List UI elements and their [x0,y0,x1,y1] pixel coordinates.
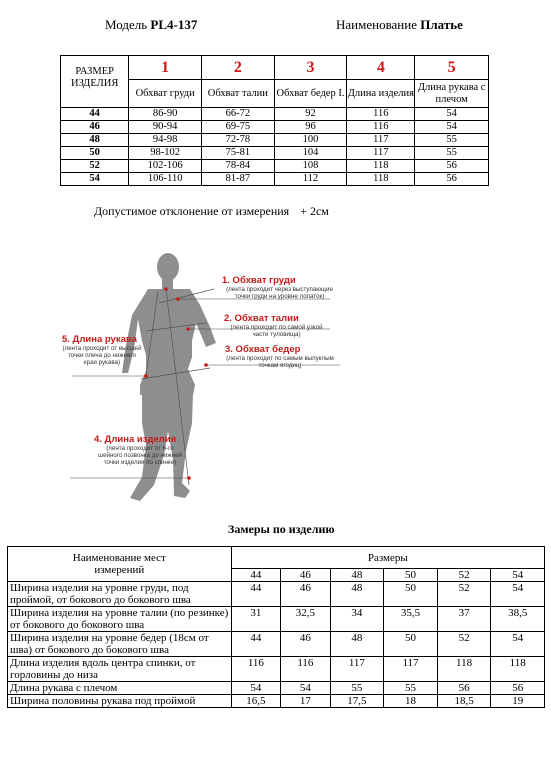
value-cell: 117 [347,147,415,160]
length-note: (лента проходит от 6-го шейного позвонка до нижней точки изделия по спинке) [98,445,182,466]
sleeve-title: 5. Длина рукава [62,334,137,345]
col-num: 2 [202,56,275,80]
table-row [61,108,489,121]
waist-title: 2. Обхват талии [224,313,299,324]
hips-title: 3. Обхват бедер [225,344,301,355]
size-col-header: 54 [491,569,545,582]
table-row [61,160,489,173]
value-cell: 116 [347,121,415,134]
value-cell: 17,5 [330,695,384,708]
value-cell: 55 [415,147,489,160]
name-value: Платье [420,17,463,32]
col-label: Обхват бедер I. [274,80,347,108]
value-cell: 94-98 [129,134,202,147]
value-cell: 54 [231,682,280,695]
value-cell: 112 [274,173,347,186]
value-cell: 117 [384,657,438,682]
col-num: 1 [129,56,202,80]
value-cell: 54 [281,682,330,695]
col-num: 4 [347,56,415,80]
sizes-header: Размеры [231,547,544,569]
value-cell: 116 [231,657,280,682]
value-cell: 54 [491,632,545,657]
size-cell: 46 [61,121,129,134]
value-cell: 117 [347,134,415,147]
value-cell: 38,5 [491,607,545,632]
value-cell: 56 [415,173,489,186]
value-cell: 48 [330,582,384,607]
size-table [60,55,489,186]
chest-note: (лента проходит через выступающие точки груди на уровне лопаток) [226,286,333,300]
value-cell: 75-81 [202,147,275,160]
size-cell: 54 [61,173,129,186]
size-cell: 52 [61,160,129,173]
value-cell: 50 [384,582,438,607]
value-cell: 100 [274,134,347,147]
value-cell: 90-94 [129,121,202,134]
value-cell: 46 [281,582,330,607]
length-title: 4. Длина изделия [94,434,177,445]
value-cell: 54 [491,582,545,607]
value-cell: 104 [274,147,347,160]
product-table [7,546,545,708]
name-label: Наименование [336,17,417,32]
size-col-header: 48 [330,569,384,582]
table-row [61,121,489,134]
sleeve-note: (лента проходит от высшей точки плеча до нижнего края рукава) [62,345,142,366]
value-cell: 66-72 [202,108,275,121]
value-cell: 108 [274,160,347,173]
sleeve-label [62,334,142,366]
value-cell: 81-87 [202,173,275,186]
value-cell: 35,5 [384,607,438,632]
tolerance-value: + 2см [300,204,329,218]
model-line [105,17,197,33]
row-label: Ширина изделия на уровне бедер (18см от шва) от бокового до бокового шва [8,632,232,657]
value-cell: 98-102 [129,147,202,160]
value-cell: 55 [384,682,438,695]
value-cell: 37 [437,607,491,632]
size-cell: 44 [61,108,129,121]
size-cell: 50 [61,147,129,160]
value-cell: 18,5 [437,695,491,708]
row-label: Ширина изделия на уровне груди, под проймой, от бокового до бокового шва [8,582,232,607]
hips-note: (лента проходит по самым выпуклым точкам ягодиц) [226,355,334,369]
value-cell: 44 [231,632,280,657]
value-cell: 50 [384,632,438,657]
size-col-header: 46 [281,569,330,582]
waist-label [224,313,329,338]
value-cell: 31 [231,607,280,632]
name-line [336,17,463,33]
size-col-header: 50 [384,569,438,582]
value-cell: 32,5 [281,607,330,632]
value-cell: 102-106 [129,160,202,173]
value-cell: 56 [415,160,489,173]
model-label: Модель [105,17,148,32]
size-header: РАЗМЕР ИЗДЕЛИЯ [61,56,129,108]
value-cell: 34 [330,607,384,632]
col-num: 5 [415,56,489,80]
value-cell: 118 [347,173,415,186]
place-header: Наименование мест измерений [8,547,232,582]
value-cell: 19 [491,695,545,708]
table-row [8,682,545,695]
row-label: Ширина половины рукава под проймой [8,695,232,708]
chest-title: 1. Обхват груди [222,275,296,286]
value-cell: 44 [231,582,280,607]
length-label [94,434,186,466]
size-cell: 48 [61,134,129,147]
value-cell: 54 [415,108,489,121]
value-cell: 92 [274,108,347,121]
tolerance-line [94,204,329,219]
value-cell: 116 [347,108,415,121]
value-cell: 56 [437,682,491,695]
table-row [61,173,489,186]
value-cell: 46 [281,632,330,657]
value-cell: 96 [274,121,347,134]
chest-label [222,275,337,300]
value-cell: 16,5 [231,695,280,708]
value-cell: 54 [415,121,489,134]
value-cell: 117 [330,657,384,682]
value-cell: 118 [491,657,545,682]
value-cell: 48 [330,632,384,657]
value-cell: 56 [491,682,545,695]
col-label: Обхват груди [129,80,202,108]
table-row [8,657,545,682]
value-cell: 86-90 [129,108,202,121]
col-label: Обхват талии [202,80,275,108]
value-cell: 52 [437,582,491,607]
size-col-header: 44 [231,569,280,582]
table-row [8,695,545,708]
value-cell: 17 [281,695,330,708]
row-label: Длина рукава с плечом [8,682,232,695]
col-label: Длина рукава с плечом [415,80,489,108]
table-row [61,147,489,160]
value-cell: 118 [437,657,491,682]
col-num: 3 [274,56,347,80]
waist-note: (лента проходит по самой узкой части туловища) [230,324,323,338]
value-cell: 69-75 [202,121,275,134]
value-cell: 72-78 [202,134,275,147]
hips-label [225,344,335,369]
tolerance-label: Допустимое отклонение от измерения [94,204,290,218]
value-cell: 78-84 [202,160,275,173]
row-label: Ширина изделия на уровне талии (по резинке) от бокового до бокового шва [8,607,232,632]
value-cell: 116 [281,657,330,682]
model-value: PL4-137 [150,17,198,32]
table-row [8,607,545,632]
row-label: Длина изделия вдоль центра спинки, от горловины до низа [8,657,232,682]
value-cell: 118 [347,160,415,173]
value-cell: 18 [384,695,438,708]
table-row [61,134,489,147]
value-cell: 106-110 [129,173,202,186]
value-cell: 55 [415,134,489,147]
table-row [8,582,545,607]
product-table-title: Замеры по изделию [228,522,335,536]
col-label: Длина изделия [347,80,415,108]
value-cell: 55 [330,682,384,695]
table-row [8,632,545,657]
value-cell: 52 [437,632,491,657]
size-col-header: 52 [437,569,491,582]
